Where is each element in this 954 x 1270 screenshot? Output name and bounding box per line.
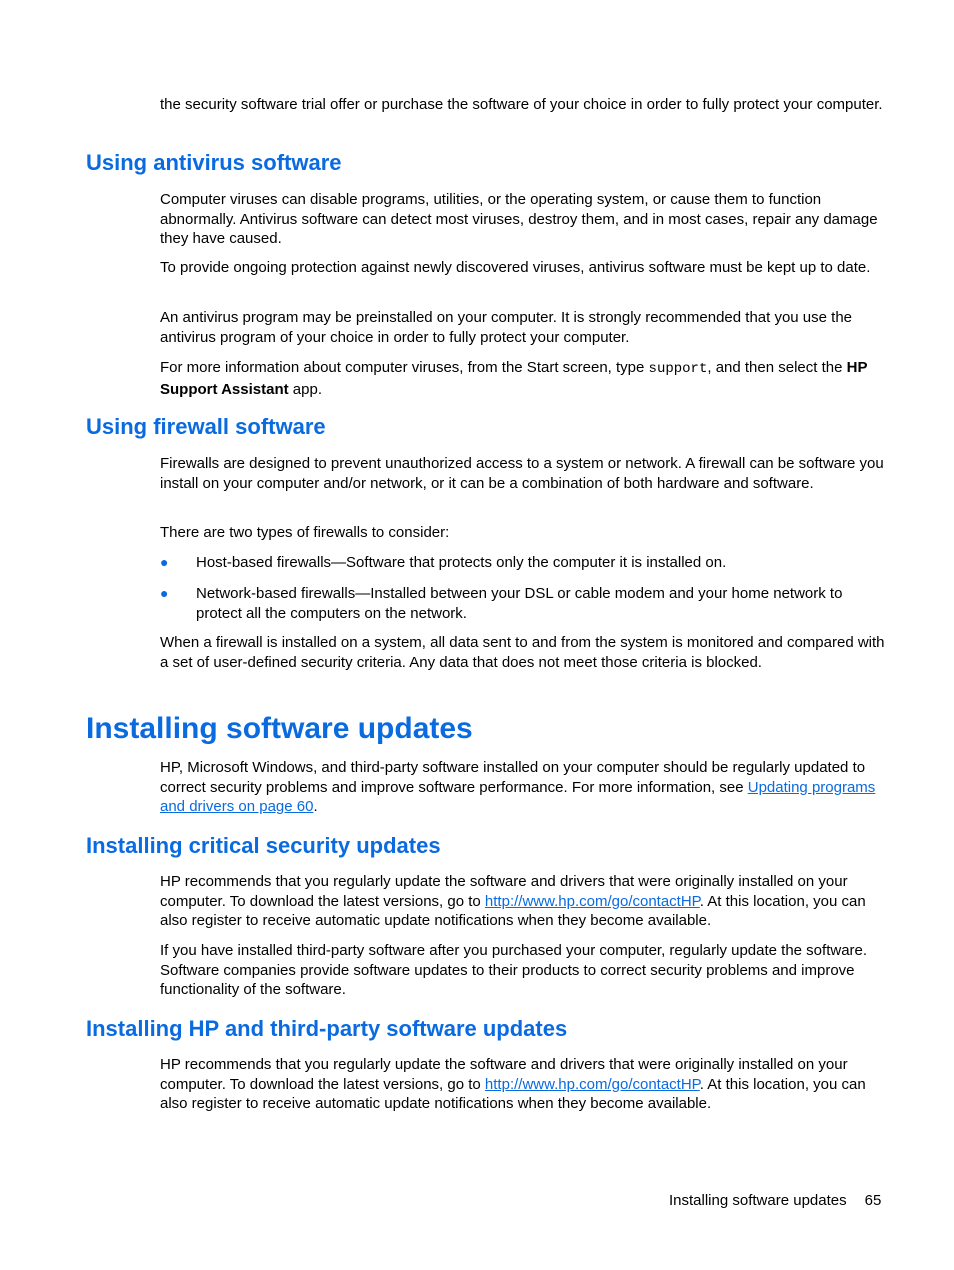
firewall-paragraph-3: When a firewall is installed on a system, all data sent to and from the system is monitored and compared with a set of user-defined security criteria. Any data that does not meet those criteria is blocked. [160, 634, 885, 671]
page-footer [669, 1191, 881, 1211]
text-run: HP recommends that you regularly update the software and drivers that were originally installed on your computer. To download the latest versions, go to [160, 1056, 848, 1093]
bullet-icon: ● [160, 585, 169, 601]
updating-programs-link[interactable]: Updating programs and drivers on page 60 [160, 778, 876, 815]
footer-section-title: Installing software updates [669, 1192, 847, 1209]
critical-paragraph-1 [160, 872, 890, 931]
text-run: . [313, 798, 318, 815]
bullet-icon: ● [160, 554, 169, 570]
critical-updates-heading: Installing critical security updates [86, 833, 441, 858]
text-run: app. [288, 380, 322, 398]
intro-paragraph: the security software trial offer or purchase the software of your choice in order to fully protect your computer. [160, 96, 883, 113]
critical-paragraph-2: If you have installed third-party software after you purchased your computer, regularly update the software. Software companies provide software updates to their products to correct security problems and improve functionality of the software. [160, 942, 868, 998]
bullet-text: Network-based firewalls—Installed between your DSL or cable modem and your home network to protect all the computers on the network. [196, 585, 843, 622]
text-run: . At this location, you can also register to receive automatic update notifications when they become available. [160, 892, 866, 929]
text-run: , and then select the [707, 359, 847, 376]
contact-hp-link[interactable]: http://www.hp.com/go/contactHP [484, 892, 700, 910]
text-run: . At this location, you can also register to receive automatic update notifications when they become available. [160, 1075, 866, 1112]
text-run: HP recommends that you regularly update the software and drivers that were originally installed on your computer. To download the latest versions, go to [160, 873, 848, 910]
antivirus-paragraph-4 [160, 358, 890, 399]
code-support: support [648, 361, 708, 377]
third-party-paragraph-1 [160, 1055, 890, 1114]
bullet-text: Host-based firewalls—Software that protects only the computer it is installed on. [196, 554, 727, 571]
antivirus-paragraph-2: To provide ongoing protection against newly discovered viruses, antivirus software must be kept up to date. [160, 259, 871, 276]
firewall-paragraph-1: Firewalls are designed to prevent unauthorized access to a system or network. A firewall can be software you install on your computer and/or network, or it can be a combination of both hardware and software. [160, 455, 884, 492]
antivirus-paragraph-3: An antivirus program may be preinstalled on your computer. It is strongly recommended that you use the antivirus program of your choice in order to fully protect your computer. [160, 309, 853, 346]
third-party-updates-heading: Installing HP and third-party software updates [86, 1016, 568, 1041]
updates-heading: Installing software updates [86, 712, 473, 745]
text-run: HP, Microsoft Windows, and third-party software installed on your computer should be regularly updated to correct security problems and improve software performance. For more information, see [160, 759, 866, 796]
updates-paragraph-1 [160, 758, 890, 817]
hp-support-assistant-label: HP Support Assistant [160, 359, 868, 398]
page-number: 65 [864, 1192, 882, 1209]
text-run: For more information about computer viruses, from the Start screen, type [160, 359, 649, 376]
antivirus-heading: Using antivirus software [86, 150, 342, 175]
antivirus-paragraph-1: Computer viruses can disable programs, utilities, or the operating system, or cause them to function abnormally. Antivirus software can detect most viruses, destroy them, and in most cases, repair any damage they have caused. [160, 191, 878, 247]
firewall-paragraph-2: There are two types of firewalls to consider: [160, 524, 450, 541]
firewall-heading: Using firewall software [86, 414, 326, 439]
contact-hp-link[interactable]: http://www.hp.com/go/contactHP [484, 1075, 700, 1093]
